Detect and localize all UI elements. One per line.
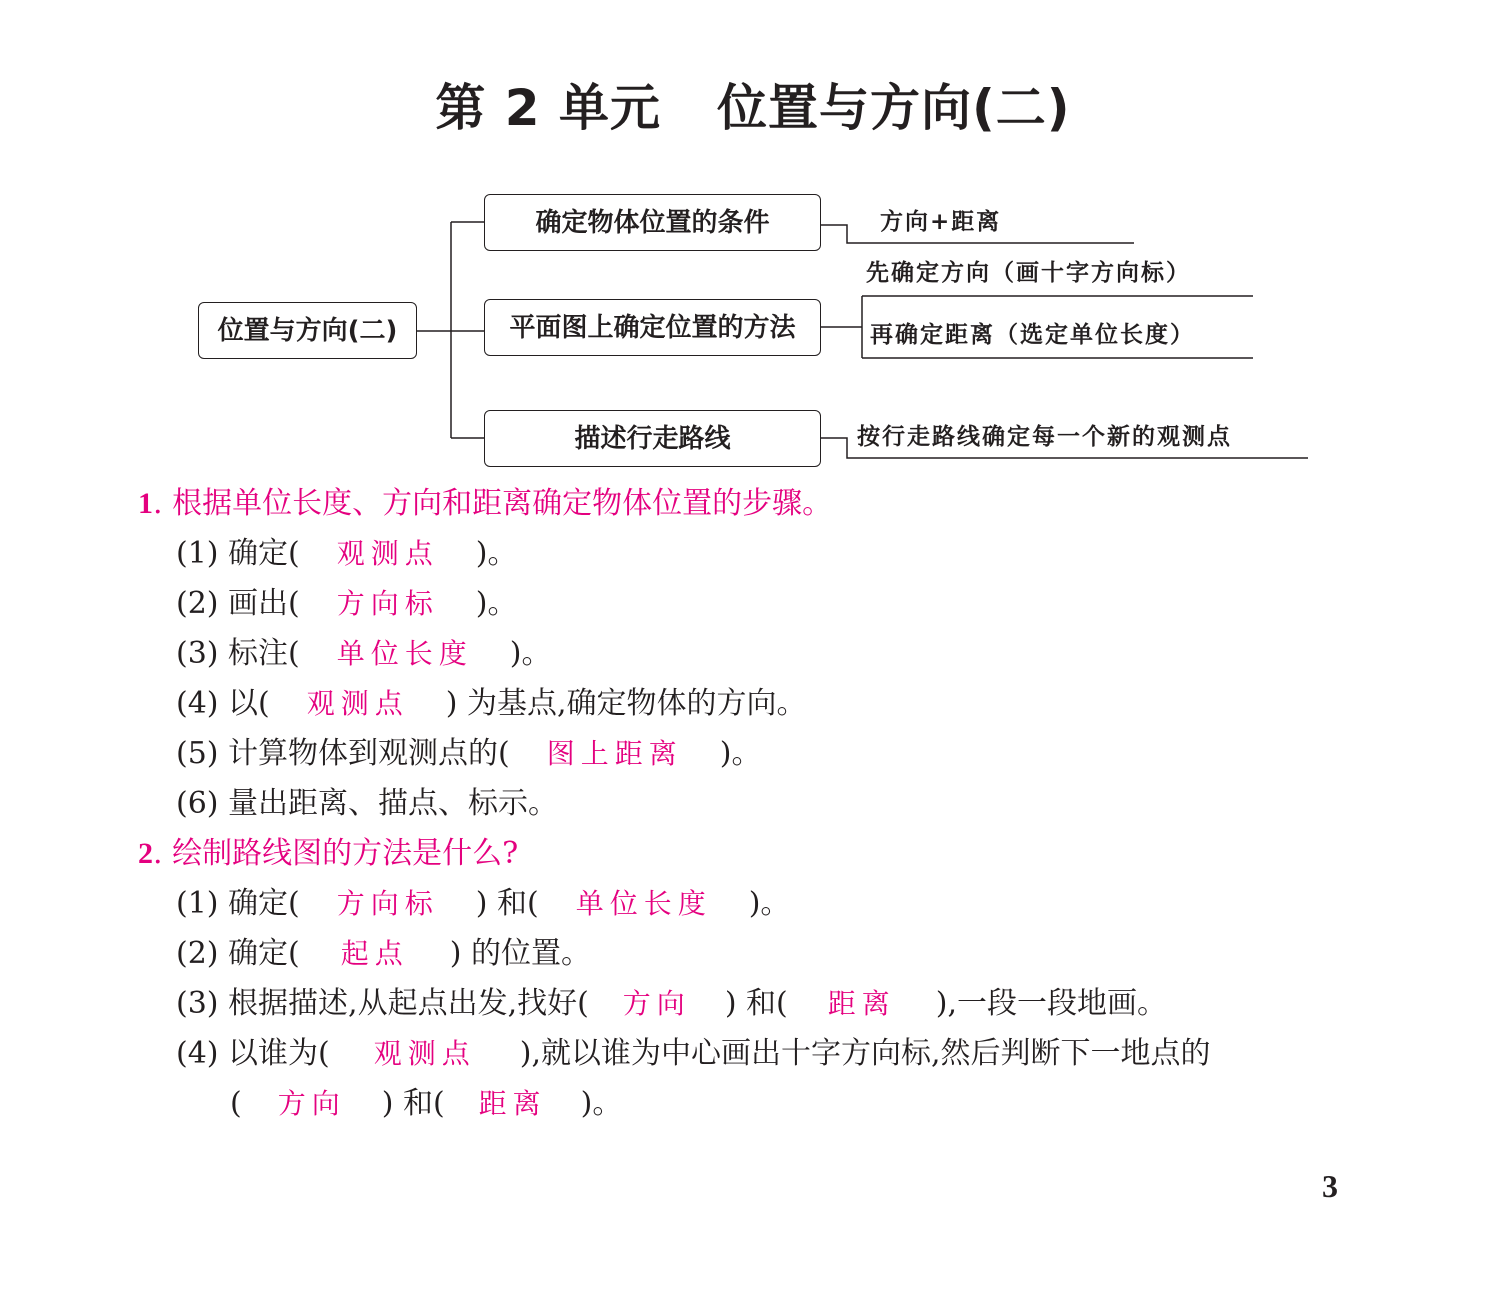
question-2-heading: 2. 绘制路线图的方法是什么?: [138, 836, 519, 871]
q2-answer-2: 起点: [340, 937, 409, 970]
q1-answer-4: 观测点: [306, 687, 409, 720]
q2-answer-4a: 方向: [277, 1087, 346, 1120]
q2-answer-3a: 方向: [622, 987, 691, 1020]
q2-answer-3b: 距离: [827, 987, 896, 1020]
unit-topic: 位置与方向(二): [716, 79, 1071, 137]
q1-step-6: (6) 量出距离、描点、标示。: [176, 786, 559, 821]
mindmap-leaf-direction-first: 先确定方向（画十字方向标）: [866, 260, 1191, 286]
q2-step-4: (4) 以谁为( 观测点 ),就以谁为中心画出十字方向标,然后判断下一地点的: [176, 1036, 1211, 1071]
unit-label: 第 2 单元: [435, 79, 661, 137]
mindmap-leaf-distance-second: 再确定距离（选定单位长度）: [870, 322, 1195, 348]
q1-answer-1: 观测点: [336, 537, 439, 570]
q2-answer-4: 观测点: [373, 1037, 476, 1070]
q1-answer-2: 方向标: [336, 587, 439, 620]
q1-step-1: (1) 确定( 观测点 )。: [176, 536, 518, 571]
q2-answer-1a: 方向标: [336, 887, 439, 920]
mindmap-root: 位置与方向(二): [198, 302, 417, 359]
q1-answer-5: 图上距离: [546, 737, 683, 770]
mindmap-branch-route: 描述行走路线: [484, 410, 821, 467]
q2-answer-4b: 距离: [478, 1087, 547, 1120]
q1-step-3: (3) 标注( 单位长度 )。: [176, 636, 552, 671]
q1-step-4: (4) 以( 观测点 ) 为基点,确定物体的方向。: [176, 686, 807, 721]
q2-step-3: (3) 根据描述,从起点出发,找好( 方向 ) 和( 距离 ),一段一段地画。: [176, 986, 1168, 1021]
mindmap-branch-method: 平面图上确定位置的方法: [484, 299, 821, 356]
q1-step-2: (2) 画出( 方向标 )。: [176, 586, 518, 621]
q2-step-2: (2) 确定( 起点 ) 的位置。: [176, 936, 591, 971]
q2-answer-1b: 单位长度: [575, 887, 712, 920]
q2-step-1: (1) 确定( 方向标 ) 和( 单位长度 )。: [176, 886, 791, 921]
mindmap-branch-conditions: 确定物体位置的条件: [484, 194, 821, 251]
q1-answer-3: 单位长度: [336, 637, 473, 670]
page-number: 3: [1322, 1168, 1338, 1204]
question-1-heading: 1. 根据单位长度、方向和距离确定物体位置的步骤。: [138, 486, 833, 521]
q2-step-4-continued: ( 方向 ) 和( 距离 )。: [230, 1086, 623, 1121]
mindmap-leaf-observation-point: 按行走路线确定每一个新的观测点: [857, 424, 1232, 450]
mindmap-leaf-direction-distance: 方向+距离: [880, 209, 1002, 235]
q1-step-5: (5) 计算物体到观测点的( 图上距离 )。: [176, 736, 762, 771]
